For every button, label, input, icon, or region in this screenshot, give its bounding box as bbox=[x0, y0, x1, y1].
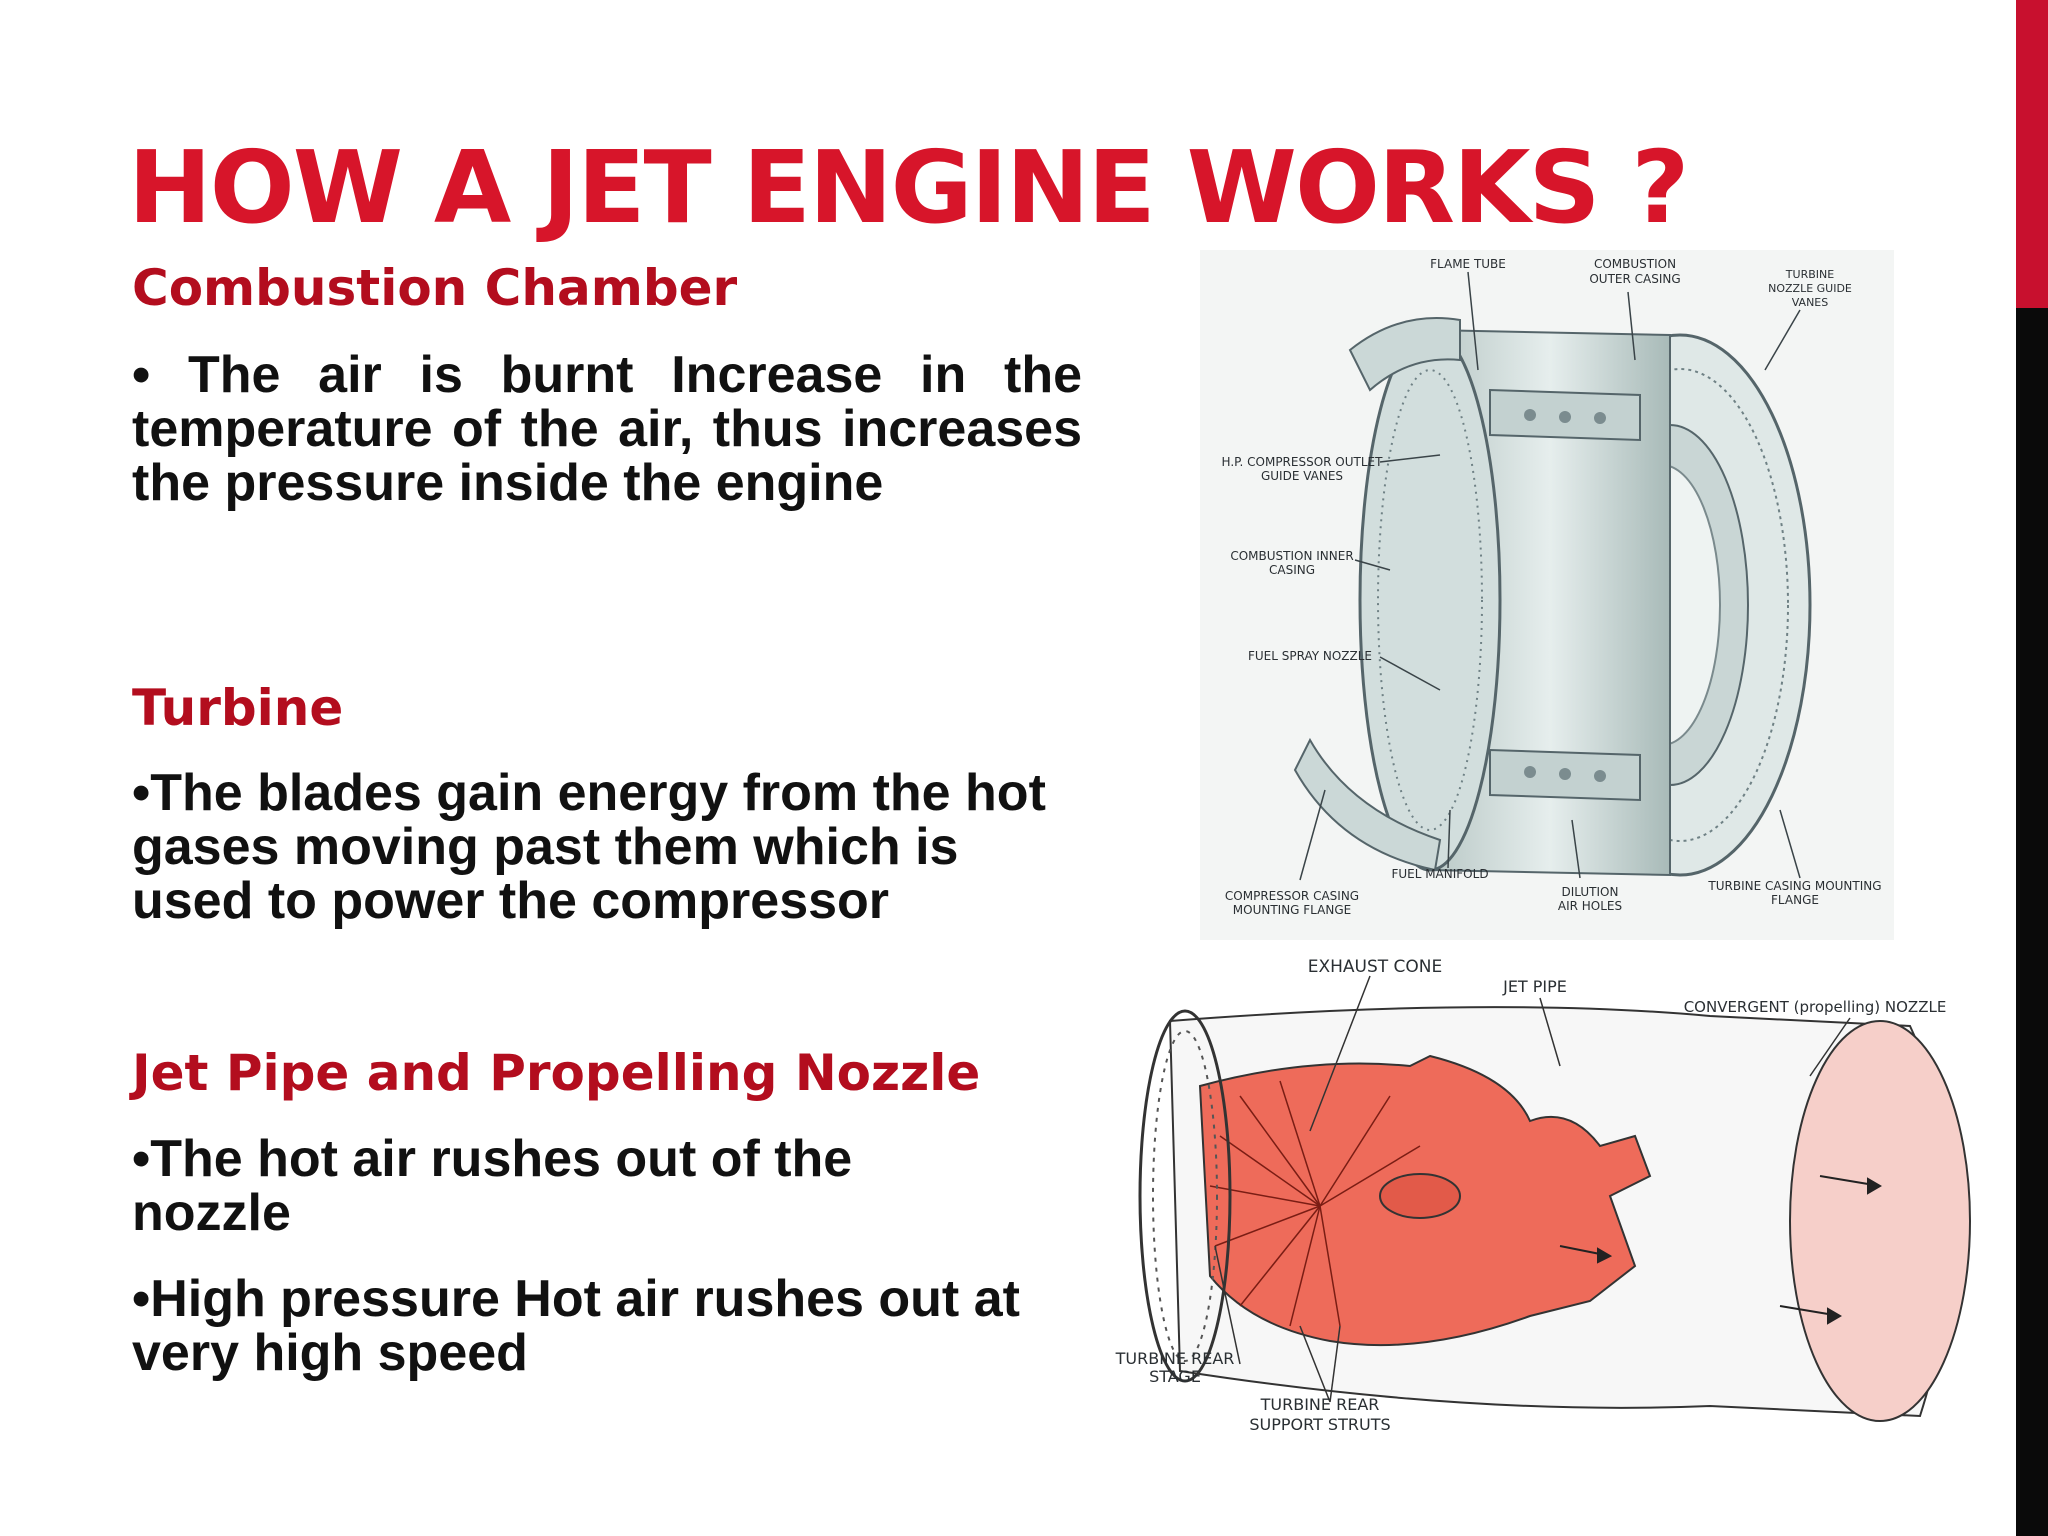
label-turbine-casing-1: TURBINE CASING MOUNTING bbox=[1708, 879, 1882, 893]
label-turbine-nozzle-2: NOZZLE GUIDE bbox=[1768, 282, 1852, 295]
text-turbine: •The blades gain energy from the hot gases moving past them which is used to power the compressor bbox=[132, 764, 1046, 930]
text-jet-pipe-bullet-1: •The hot air rushes out of the nozzle bbox=[132, 1130, 853, 1242]
label-jet-pipe: JET PIPE bbox=[1503, 977, 1567, 996]
label-fuel-manifold: FUEL MANIFOLD bbox=[1391, 867, 1489, 881]
label-support-struts-2: SUPPORT STRUTS bbox=[1249, 1415, 1391, 1434]
label-combustion-outer-2: OUTER CASING bbox=[1589, 272, 1681, 286]
jet-pipe-nozzle-diagram bbox=[1090, 946, 2008, 1476]
accent-bar-red bbox=[2016, 0, 2048, 308]
label-hp-compressor-2: GUIDE VANES bbox=[1260, 469, 1344, 483]
label-dilution-2: AIR HOLES bbox=[1557, 899, 1623, 913]
label-turbine-nozzle-1: TURBINE bbox=[1785, 268, 1835, 281]
label-combustion-inner-1: COMBUSTION INNER bbox=[1230, 549, 1354, 563]
label-flame-tube: FLAME TUBE bbox=[1430, 257, 1506, 271]
heading-combustion-chamber: Combustion Chamber bbox=[132, 259, 738, 317]
label-exhaust-cone: EXHAUST CONE bbox=[1307, 957, 1443, 977]
label-compressor-casing-1: COMPRESSOR CASING bbox=[1224, 889, 1360, 903]
label-fuel-spray-nozzle: FUEL SPRAY NOZZLE bbox=[1247, 649, 1373, 663]
label-turbine-casing-2: FLANGE bbox=[1771, 893, 1819, 907]
slide-title: HOW A JET ENGINE WORKS ? bbox=[128, 129, 1688, 246]
heading-turbine: Turbine bbox=[132, 679, 344, 737]
label-combustion-inner-2: CASING bbox=[1268, 563, 1316, 577]
label-turbine-nozzle-3: VANES bbox=[1791, 296, 1829, 309]
label-dilution-1: DILUTION bbox=[1561, 885, 1619, 899]
text-jet-pipe-bullet-2: •High pressure Hot air rushes out at very high speed bbox=[132, 1270, 1020, 1382]
label-turbine-rear-stage-2: STAGE bbox=[1149, 1367, 1201, 1386]
label-combustion-outer-1: COMBUSTION bbox=[1593, 257, 1677, 271]
label-convergent-nozzle: CONVERGENT (propelling) NOZZLE bbox=[1683, 998, 1947, 1016]
heading-jet-pipe: Jet Pipe and Propelling Nozzle bbox=[132, 1044, 981, 1102]
label-support-struts-1: TURBINE REAR bbox=[1260, 1395, 1380, 1414]
label-hp-compressor-1: H.P. COMPRESSOR OUTLET bbox=[1221, 455, 1383, 469]
label-turbine-rear-stage-1: TURBINE REAR bbox=[1115, 1349, 1235, 1368]
text-combustion-chamber: • The air is burnt Increase in the temperature of the air, thus increases the pressure inside the engine bbox=[132, 346, 1082, 512]
combustion-chamber-diagram bbox=[1200, 250, 1894, 940]
label-compressor-casing-2: MOUNTING FLANGE bbox=[1232, 903, 1352, 917]
accent-bar-black bbox=[2016, 308, 2048, 1536]
